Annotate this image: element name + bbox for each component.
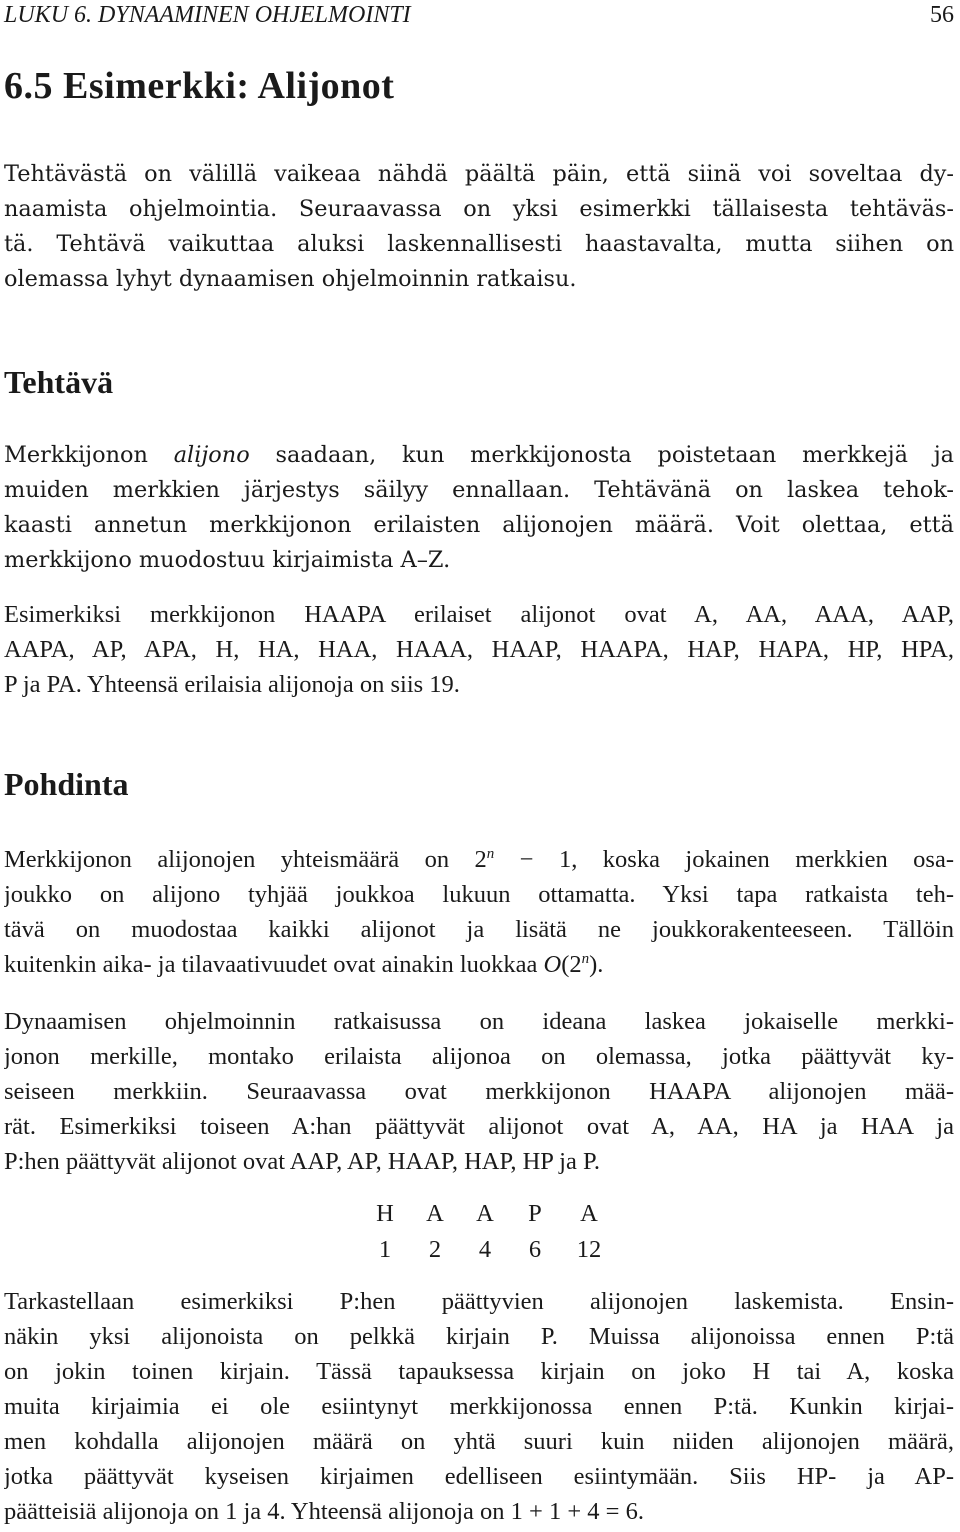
task-heading: Tehtävä — [4, 364, 114, 400]
intro-line: Tehtävästä on välillä vaikeaa nähdä päältä päin, että siinä voi soveltaa dy- — [4, 161, 954, 187]
example-line: AAPA, AP, APA, H, HA, HAA, HAAA, HAAP, HAAPA, HAP, HAPA, HP, HPA, — [4, 636, 954, 663]
math-paren: ). — [589, 951, 604, 978]
exponent-n: n — [581, 951, 590, 967]
discussion-line-text: Merkkijonon alijonojen yhteismäärä on 2 — [4, 846, 487, 873]
discussion-line — [4, 947, 954, 982]
table-cell-count: 4 — [478, 1236, 492, 1263]
table-cell-letter: A — [476, 1200, 494, 1227]
discussion-line: tävä on muodostaa kaikki alijonot ja lisätä ne joukkorakenteeseen. Tällöin — [4, 916, 954, 943]
discussion-line: päätteisiä alijonoja on 1 ja 4. Yhteensä alijonoja on 1 + 1 + 4 = 6. — [4, 1498, 644, 1525]
discussion-line: P:hen päättyvät alijonot ovat AAP, AP, HAAP, HAP, HP ja P. — [4, 1148, 600, 1175]
chapter-title: LUKU 6. DYNAAMINEN OHJELMOINTI — [4, 2, 411, 28]
example-line: Esimerkiksi merkkijonon HAAPA erilaiset alijonot ovat A, AA, AAA, AAP, — [4, 601, 954, 628]
intro-paragraph — [4, 157, 954, 297]
discussion-paragraph-3 — [4, 1284, 954, 1529]
intro-line: olemassa lyhyt dynaamisen ohjelmoinnin ratkaisu. — [4, 266, 577, 292]
table-cell-letter: H — [376, 1200, 394, 1227]
discussion-line: jotka päättyvät kyseisen kirjaimen edelliseen esiintymään. Siis HP- ja AP- — [4, 1463, 954, 1490]
table-cell-count: 6 — [528, 1236, 542, 1263]
table-cell-count: 12 — [576, 1236, 602, 1263]
table-row-counts — [360, 1232, 618, 1268]
discussion-line: on jokin toinen kirjain. Tässä tapauksessa kirjain on joko H tai A, koska — [4, 1358, 954, 1385]
math-paren: (2 — [561, 951, 582, 978]
running-head — [4, 2, 954, 32]
table-cell-letter: A — [426, 1200, 444, 1227]
discussion-paragraph-2 — [4, 1004, 954, 1179]
subsequence-count-table — [360, 1196, 618, 1268]
discussion-line: seiseen merkkiin. Seuraavassa ovat merkkijonon HAAPA alijonojen mää- — [4, 1078, 954, 1105]
exponent-n: n — [486, 846, 495, 862]
discussion-line: joukko on alijono tyhjää joukkoa lukuun ottamatta. Yksi tapa ratkaista teh- — [4, 881, 954, 908]
task-example-paragraph — [4, 597, 954, 702]
discussion-line: Tarkastellaan esimerkiksi P:hen päättyvien alijonojen laskemista. Ensin- — [4, 1288, 954, 1315]
discussion-line: Dynaamisen ohjelmoinnin ratkaisussa on ideana laskea jokaiselle merkki- — [4, 1008, 954, 1035]
discussion-line: näkin yksi alijonoista on pelkkä kirjain P. Muissa alijonoissa ennen P:tä — [4, 1323, 954, 1350]
term-alijono: alijono — [173, 442, 250, 468]
task-line — [4, 438, 954, 473]
task-definition-paragraph — [4, 438, 954, 578]
discussion-line: rät. Esimerkiksi toiseen A:han päättyvät alijonot ovat A, AA, HA ja HAA ja — [4, 1113, 954, 1140]
discussion-line: men kohdalla alijonojen määrä on yhtä suuri kuin niiden alijonojen määrä, — [4, 1428, 954, 1455]
discussion-paragraph-1 — [4, 842, 954, 982]
intro-line: tä. Tehtävä vaikuttaa aluksi laskennallisesti haastavalta, mutta siihen on — [4, 231, 954, 257]
example-line: P ja PA. Yhteensä erilaisia alijonoja on siis 19. — [4, 671, 460, 698]
task-line: merkkijono muodostuu kirjaimista A–Z. — [4, 547, 451, 573]
task-line: kaasti annetun merkkijonon erilaisten alijonojen määrä. Voit olettaa, että — [4, 512, 954, 538]
page-number: 56 — [930, 2, 954, 28]
big-o: O — [543, 951, 562, 978]
section-title: 6.5 Esimerkki: Alijonot — [4, 65, 395, 107]
table-cell-letter: P — [528, 1200, 542, 1227]
table-cell-count: 1 — [378, 1236, 392, 1263]
task-line-text: Merkkijonon — [4, 442, 148, 468]
discussion-line-text: − 1, koska jokainen merkkien osa- — [494, 846, 954, 873]
task-line: muiden merkkien järjestys säilyy ennallaan. Tehtävänä on laskea tehok- — [4, 477, 954, 503]
table-cell-letter: A — [580, 1200, 598, 1227]
table-cell-count: 2 — [428, 1236, 442, 1263]
intro-line: naamista ohjelmointia. Seuraavassa on yksi esimerkki tällaisesta tehtäväs- — [4, 196, 954, 222]
discussion-heading: Pohdinta — [4, 766, 129, 802]
discussion-line — [4, 842, 954, 877]
task-line-text: saadaan, kun merkkijonosta poistetaan merkkejä ja — [275, 442, 954, 468]
discussion-line-text: kuitenkin aika- ja tilavaativuudet ovat ainakin luokkaa — [4, 951, 544, 978]
table-row-letters — [360, 1196, 618, 1232]
discussion-line: muita kirjaimia ei ole esiintynyt merkkijonossa ennen P:tä. Kunkin kirjai- — [4, 1393, 954, 1420]
discussion-line: jonon merkille, montako erilaista alijonoa on olemassa, jotka päättyvät ky- — [4, 1043, 954, 1070]
